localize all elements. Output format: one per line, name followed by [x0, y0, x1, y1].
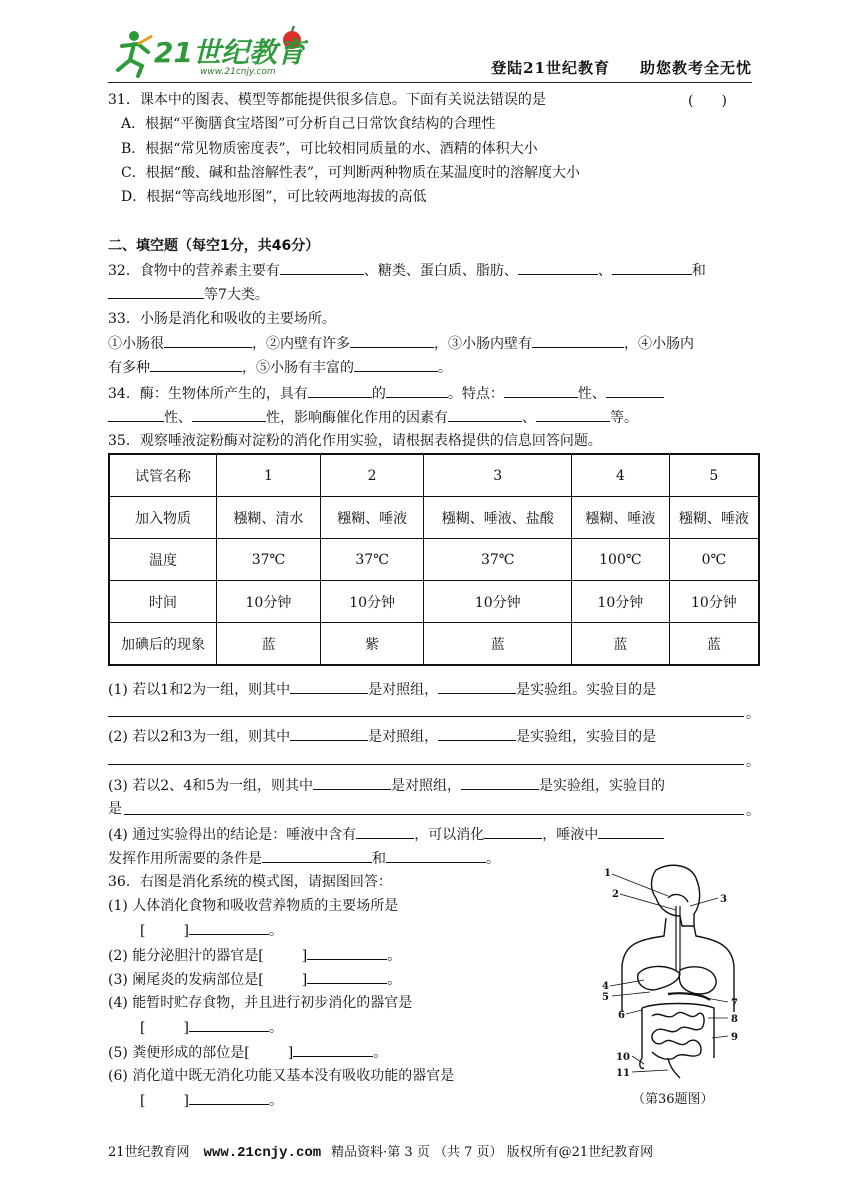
- label-3: 3: [720, 894, 727, 905]
- header-slogan: [461, 57, 752, 78]
- q32-line2: 等7大类。: [108, 284, 269, 305]
- answer-blank[interactable]: [504, 383, 578, 398]
- answer-blank[interactable]: [518, 260, 598, 275]
- answer-blank[interactable]: [293, 1042, 373, 1057]
- header-slogan-right: 助您教考全无忧: [639, 59, 752, 77]
- answer-blank[interactable]: [189, 920, 269, 935]
- footer-page-info: 精品资料·第 3 页 （共 7 页） 版权所有@21世纪教育网: [331, 1145, 654, 1160]
- answer-blank[interactable]: [536, 407, 610, 422]
- q36-sub2: (2) 能分泌胆汁的器官是[ ] 。: [108, 945, 401, 966]
- table-row-header: 加碘后的现象: [109, 623, 217, 666]
- label-2: 2: [612, 889, 619, 900]
- footer-site: 21世纪教育网: [108, 1145, 190, 1160]
- section-title: 二、填空题（每空1分，共46分）: [108, 238, 320, 254]
- q36-sub3: (3) 阑尾炎的发病部位是[ ] 。: [108, 969, 401, 990]
- period: 。: [746, 803, 760, 819]
- table-cell: 糨糊、唾液: [669, 497, 759, 539]
- q31-answer-paren: ( ): [688, 93, 727, 109]
- q33-line2: 有多种 ，⑤小肠有丰富的 。: [108, 357, 452, 378]
- answer-blank[interactable]: [438, 679, 516, 694]
- q34-line1: 34．酶：生物体所产生的，具有 的 。特点： 性、: [108, 383, 664, 404]
- table-cell: 10分钟: [571, 581, 669, 623]
- answer-blank[interactable]: [606, 383, 664, 398]
- answer-blank[interactable]: [354, 357, 438, 372]
- q35-sub4: (4) 通过实验得出的结论是：唾液中含有 ，可以消化 ，唾液中: [108, 824, 664, 845]
- table-cell: 5: [669, 454, 759, 497]
- table-cell: 蓝: [424, 623, 572, 666]
- answer-blank[interactable]: [307, 945, 387, 960]
- answer-line[interactable]: [124, 814, 744, 815]
- answer-blank[interactable]: [308, 383, 372, 398]
- table-cell: 4: [571, 454, 669, 497]
- header-slogan-left: 登陆21世纪教育: [491, 59, 610, 77]
- q36-stem: 36．右图是消化系统的模式图，请据图回答：: [108, 874, 392, 890]
- table-row-header: 试管名称: [109, 454, 217, 497]
- answer-blank[interactable]: [532, 333, 624, 348]
- answer-blank[interactable]: [461, 775, 539, 790]
- q35-sub2: (2) 若以2和3为一组，则其中 是对照组， 是实验组，实验目的是: [108, 726, 656, 747]
- table-row-header: 温度: [109, 539, 217, 581]
- table-cell: 蓝: [571, 623, 669, 666]
- page-footer: [108, 1141, 653, 1161]
- table-cell: 2: [320, 454, 424, 497]
- table-cell: 蓝: [217, 623, 321, 666]
- answer-blank[interactable]: [612, 260, 692, 275]
- q31-option-a: A．根据“平衡膳食宝塔图”可分析自己日常饮食结构的合理性: [121, 116, 496, 132]
- label-11: 11: [616, 1068, 630, 1079]
- table-row-header: 加入物质: [109, 497, 217, 539]
- logo-text: 21世纪教育: [154, 36, 305, 69]
- answer-blank[interactable]: [386, 383, 448, 398]
- label-6: 6: [618, 1010, 625, 1021]
- answer-blank[interactable]: [262, 848, 372, 863]
- table-cell: 3: [424, 454, 572, 497]
- table-cell: 10分钟: [217, 581, 321, 623]
- row-iodine-result: [109, 623, 759, 666]
- answer-blank[interactable]: [598, 824, 664, 839]
- digestive-system-diagram: [598, 862, 758, 1084]
- period: 。: [746, 754, 760, 770]
- table-cell: 蓝: [669, 623, 759, 666]
- table-cell: 1: [217, 454, 321, 497]
- q36-sub4: (4) 能暂时贮存食物，并且进行初步消化的器官是: [108, 995, 413, 1011]
- table-cell: 糨糊、唾液: [320, 497, 424, 539]
- q35-sub4-cont: 发挥作用所需要的条件是 和 。: [108, 848, 500, 869]
- experiment-table: [108, 453, 760, 666]
- q36-sub6-answer: [ ] 。: [140, 1090, 283, 1111]
- table-cell: 紫: [320, 623, 424, 666]
- table-cell: 100℃: [571, 539, 669, 581]
- period: 。: [746, 706, 760, 722]
- row-temperature: [109, 539, 759, 581]
- row-added-substance: [109, 497, 759, 539]
- table-cell: 10分钟: [320, 581, 424, 623]
- logo-url: www.21cnjy.com: [200, 67, 276, 77]
- answer-line[interactable]: [108, 764, 744, 765]
- q31-stem: 31．课本中的图表、模型等都能提供很多信息。下面有关说法错误的是: [108, 92, 546, 108]
- q36-sub1: (1) 人体消化食物和吸收营养物质的主要场所是: [108, 898, 399, 914]
- answer-blank[interactable]: [313, 775, 391, 790]
- header-rule: [108, 82, 752, 83]
- answer-blank[interactable]: [290, 679, 368, 694]
- answer-blank[interactable]: [290, 726, 368, 741]
- answer-blank[interactable]: [484, 824, 542, 839]
- q36-sub1-answer: [ ] 。: [140, 920, 283, 941]
- answer-blank[interactable]: [164, 333, 252, 348]
- table-cell: 37℃: [320, 539, 424, 581]
- answer-blank[interactable]: [192, 407, 266, 422]
- row-tube-name: [109, 454, 759, 497]
- answer-blank[interactable]: [448, 407, 522, 422]
- q36-sub5: (5) 粪便形成的部位是[ ] 。: [108, 1042, 387, 1063]
- answer-blank[interactable]: [150, 357, 242, 372]
- table-cell: 糨糊、清水: [217, 497, 321, 539]
- q33-line1: ①小肠很 ，②内壁有许多 ，③小肠内壁有 ，④小肠内: [108, 333, 694, 354]
- q35-sub1: (1) 若以1和2为一组，则其中 是对照组， 是实验组。实验目的是: [108, 679, 656, 700]
- answer-blank[interactable]: [189, 1090, 269, 1105]
- figure-caption: （第36题图）: [632, 1092, 714, 1107]
- answer-blank[interactable]: [386, 848, 486, 863]
- q31-option-b: B．根据“常见物质密度表”，可比较相同质量的水、酒精的体积大小: [121, 141, 538, 157]
- row-time: [109, 581, 759, 623]
- answer-blank[interactable]: [280, 260, 364, 275]
- footer-url-link[interactable]: www.21cnjy.com: [203, 1145, 322, 1161]
- q35-sub3-cont: 是: [108, 801, 122, 817]
- label-7: 7: [731, 998, 738, 1009]
- answer-blank[interactable]: [307, 969, 387, 984]
- q31-option-c: C．根据“酸、碱和盐溶解性表”，可判断两种物质在某温度时的溶解度大小: [121, 165, 581, 181]
- table-row-header: 时间: [109, 581, 217, 623]
- q34-line2: 性、 性，影响酶催化作用的因素有 、 等。: [108, 407, 638, 428]
- label-1: 1: [604, 868, 611, 879]
- label-9: 9: [731, 1032, 738, 1043]
- answer-blank[interactable]: [189, 1017, 269, 1032]
- table-cell: 10分钟: [669, 581, 759, 623]
- label-10: 10: [616, 1052, 630, 1063]
- table-cell: 37℃: [424, 539, 572, 581]
- table-cell: 0℃: [669, 539, 759, 581]
- answer-blank[interactable]: [356, 824, 414, 839]
- label-4: 4: [602, 981, 609, 992]
- q33-stem: 33．小肠是消化和吸收的主要场所。: [108, 311, 336, 327]
- q35-stem: 35．观察唾液淀粉酶对淀粉的消化作用实验，请根据表格提供的信息回答问题。: [108, 433, 602, 449]
- q32-line1: 32．食物中的营养素主要有 、糖类、蛋白质、脂肪、 、 和: [108, 260, 706, 281]
- table-cell: 37℃: [217, 539, 321, 581]
- q36-sub4-answer: [ ] 。: [140, 1017, 283, 1038]
- answer-line[interactable]: [108, 716, 744, 717]
- answer-blank[interactable]: [438, 726, 516, 741]
- table-cell: 10分钟: [424, 581, 572, 623]
- q31-option-d: D．根据“等高线地形图”，可比较两地海拔的高低: [121, 189, 427, 205]
- table-cell: 糨糊、唾液: [571, 497, 669, 539]
- q35-sub3: (3) 若以2、4和5为一组，则其中 是对照组， 是实验组，实验目的: [108, 775, 665, 796]
- q36-sub6: (6) 消化道中既无消化功能又基本没有吸收功能的器官是: [108, 1068, 455, 1084]
- answer-blank[interactable]: [108, 284, 204, 299]
- label-5: 5: [602, 992, 609, 1003]
- site-logo: [108, 22, 308, 80]
- table-cell: 糨糊、唾液、盐酸: [424, 497, 572, 539]
- label-8: 8: [731, 1014, 738, 1025]
- answer-blank[interactable]: [350, 333, 434, 348]
- answer-blank[interactable]: [108, 407, 164, 422]
